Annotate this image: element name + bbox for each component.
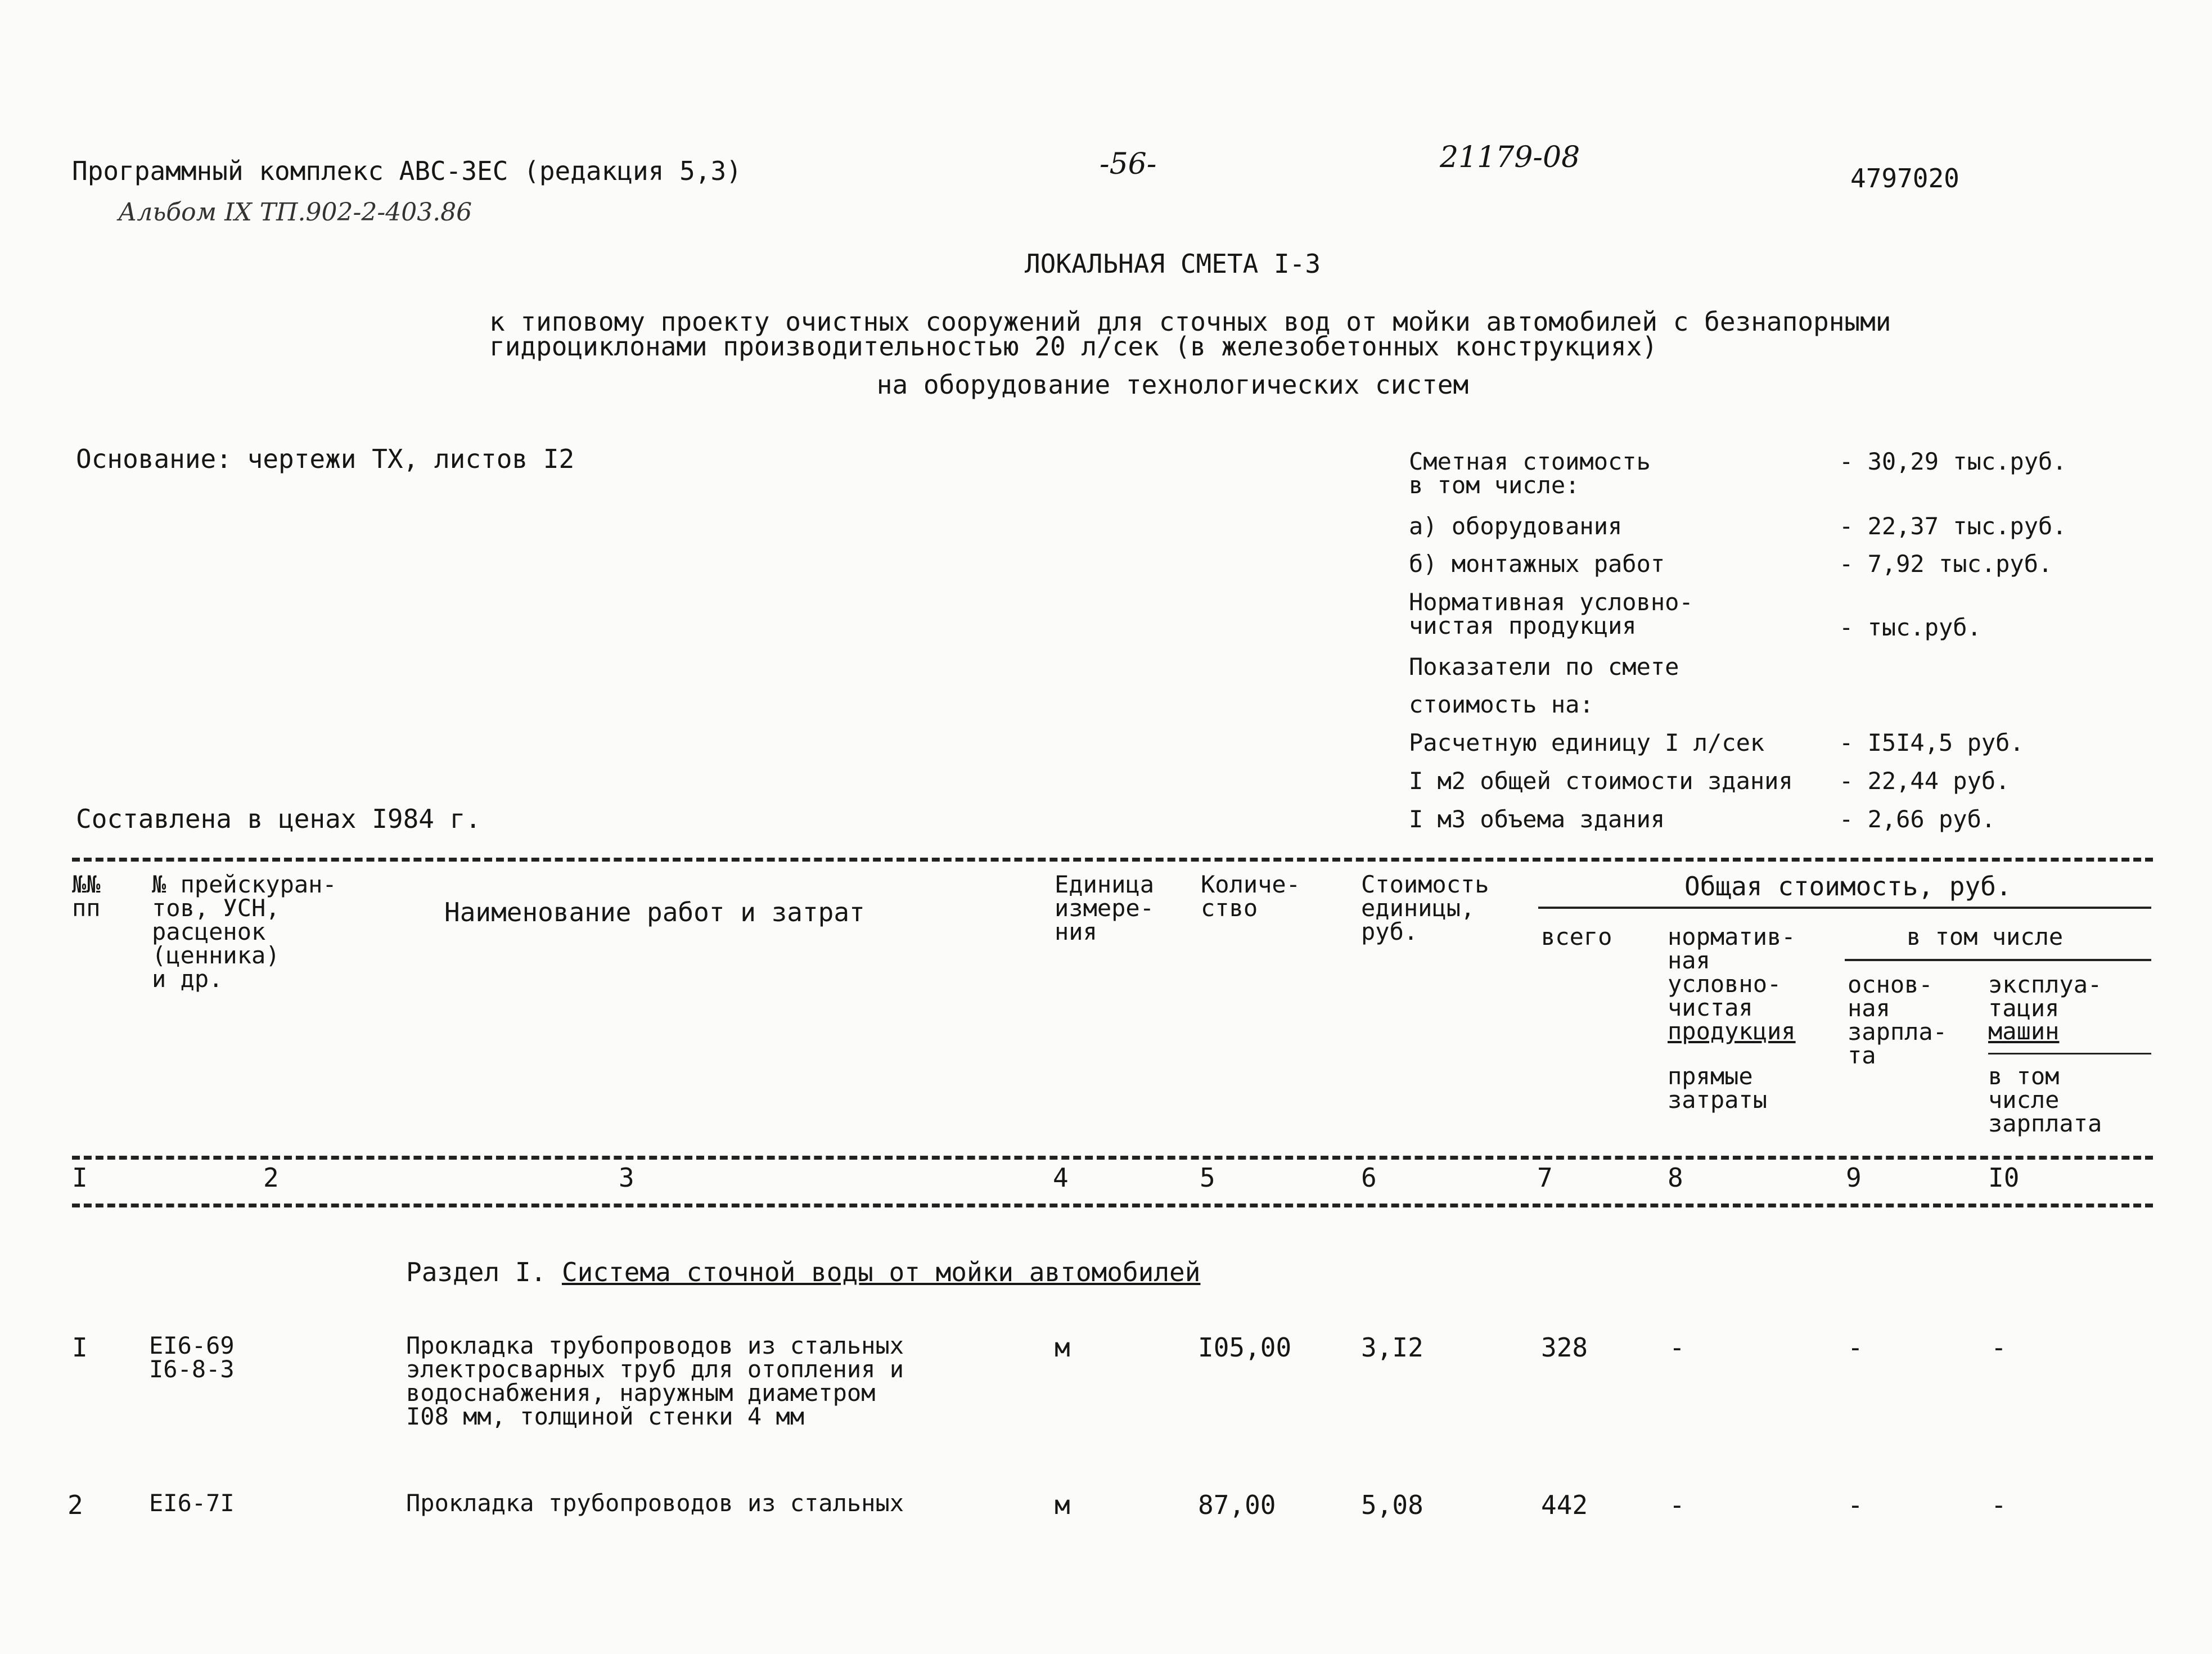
row-net-product: - [1669,1490,1685,1520]
page-number: -56- [1100,147,1157,181]
estimate-title: ЛОКАЛЬНАЯ СМЕТА I-3 [1024,249,1321,279]
row-price-code: ЕI6-69 I6-8-3 [149,1332,235,1383]
row-quantity: 87,00 [1198,1490,1276,1520]
summary-label-3: Нормативная условно- чистая продукция [1409,588,1693,639]
column-number-7: 7 [1537,1162,1553,1193]
summary-label-0: Сметная стоимость в том числе: [1409,448,1651,499]
header-col-10-under: машин [1988,1017,2060,1045]
column-number-9: 9 [1846,1162,1862,1193]
row-total: 328 [1541,1332,1588,1363]
row-machine-operation: - [1991,1332,2007,1363]
header-col-3: Наименование работ и затрат [444,897,865,927]
summary-value-2: - 7,92 тыс.руб. [1839,550,2053,578]
header-col-8-top: норматив- ная условно- чистая [1668,923,1796,1021]
summary-value-1: - 22,37 тыс.руб. [1839,512,2067,540]
header-col-1: №№ пп [72,871,101,922]
row-base-salary: - [1848,1490,1863,1520]
summary-value-3: - тыс.руб. [1839,614,1981,641]
row-total: 442 [1541,1490,1588,1520]
summary-label-1: а) оборудования [1409,512,1623,540]
summary-label-5: стоимость на: [1409,691,1594,718]
summary-label-6: Расчетную единицу I л/сек [1409,729,1765,756]
column-number-10: I0 [1988,1162,2020,1193]
header-incl-group: в том числе [1907,923,2064,950]
header-col-8-under: продукция [1668,1017,1796,1045]
row-unit: м [1055,1490,1070,1520]
subtitle-line-1: к типовому проекту очистных сооружений для сточных вод от мойки автомобилей с безнапорными [489,307,1891,337]
row-base-salary: - [1848,1332,1863,1363]
column-numbers-rule [72,1204,2153,1207]
header-bottom-rule [72,1156,2153,1160]
column-number-2: 2 [263,1162,279,1193]
section-heading [406,1259,1200,1286]
header-col-10-bottom: в том числе зарплата [1988,1062,2102,1137]
subtitle-line-2: гидроциклонами производительностью 20 л/сек (в железобетонных конструкциях) [489,331,1658,362]
column-number-1: I [72,1162,88,1193]
row-number: I [72,1332,88,1363]
row-number: 2 [67,1490,83,1520]
summary-value-8: - 2,66 руб. [1839,805,1996,833]
row-net-product: - [1669,1332,1685,1363]
header-total-group: Общая стоимость, руб. [1684,871,2012,902]
header-col-5: Количе- ство [1201,871,1301,922]
summary-value-0: - 30,29 тыс.руб. [1839,448,2067,475]
column-number-8: 8 [1668,1162,1683,1193]
summary-label-2: б) монтажных работ [1409,550,1665,578]
document-code: 4797020 [1850,163,1959,193]
document-number: 21179-08 [1440,141,1580,174]
column-number-4: 4 [1053,1162,1069,1193]
column-number-6: 6 [1361,1162,1377,1193]
header-col-10-rule [1988,1053,2151,1054]
row-price-code: ЕI6-7I [149,1489,235,1517]
header-col-2: № прейскуран- тов, УСН, расценок (ценника) и др. [152,871,337,993]
header-col-4: Единица измере- ния [1055,871,1155,945]
summary-value-6: - I5I4,5 руб. [1839,729,2024,756]
table-top-rule [72,858,2153,862]
row-work-name: Прокладка трубопроводов из стальных электросварных труб для отопления и водоснабжения, наружным диаметром I08 мм, толщиной стенки 4 мм [406,1332,904,1430]
price-base-label: Составлена в ценах I984 г. [76,804,481,834]
album-stamp: Альбом IX ТП.902-2-403.86 [118,198,472,227]
column-number-5: 5 [1200,1162,1215,1193]
basis-label: Основание: чертежи ТХ, листов I2 [76,444,575,474]
row-work-name: Прокладка трубопроводов из стальных [406,1489,904,1517]
summary-label-8: I м3 объема здания [1409,805,1665,833]
row-machine-operation: - [1991,1490,2007,1520]
row-quantity: I05,00 [1198,1332,1292,1363]
header-total-rule [1538,907,2151,909]
row-unit-price: 3,I2 [1361,1332,1423,1363]
header-col-7: всего [1541,923,1612,950]
summary-label-7: I м2 общей стоимости здания [1409,767,1793,795]
section-name: Система сточной воды от мойки автомобилей [561,1257,1201,1287]
program-title: Программный комплекс АВС-3ЕС (редакция 5,3) [72,156,742,186]
header-col-9: основ- ная зарпла- та [1848,971,1948,1069]
section-prefix: Раздел I. [406,1257,547,1287]
header-col-6: Стоимость единицы, руб. [1361,871,1489,945]
subtitle-line-3: на оборудование технологических систем [876,369,1469,400]
header-col-8-bottom: прямые затраты [1668,1062,1768,1114]
summary-label-4: Показатели по смете [1409,653,1679,680]
header-incl-rule [1845,959,2151,961]
summary-value-7: - 22,44 руб. [1839,767,2010,795]
row-unit-price: 5,08 [1361,1490,1423,1520]
header-col-10-top: эксплуа- тация [1988,971,2102,1022]
column-number-3: 3 [619,1162,634,1193]
row-unit: м [1055,1332,1070,1363]
